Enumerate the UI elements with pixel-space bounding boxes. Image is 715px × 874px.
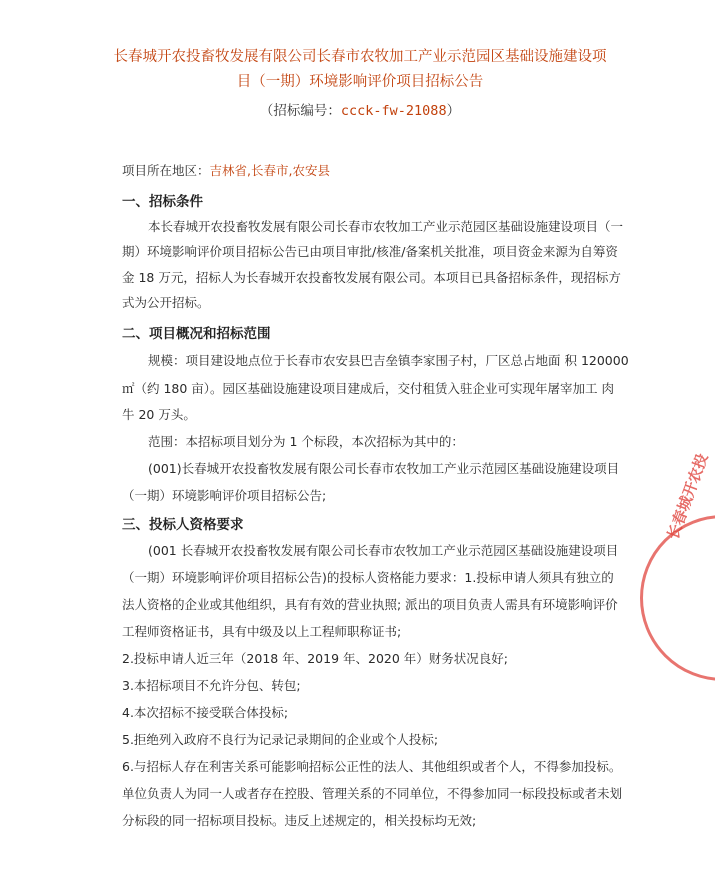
- section1-line: 本长春城开农投畜牧发展有限公司长春市农牧加工产业示范园区基础设施建设项目（一: [148, 219, 624, 234]
- section1-line: 式为公开招标。: [122, 295, 210, 310]
- section3-line: 3.本招标项目不允许分包、转包;: [122, 678, 301, 693]
- section1-line: 金 18 万元，招标人为长春城开农投畜牧发展有限公司。本项目已具备招标条件，现招标方: [122, 270, 621, 285]
- document-title-line2: 目（一期）环境影响评价项目招标公告: [236, 74, 484, 90]
- bid-number: [110, 99, 610, 119]
- section3-line: 工程师资格证书，具有中级及以上工程师职称证书;: [122, 624, 402, 639]
- section3-line: 5.拒绝列入政府不良行为记录记录期间的企业或个人投标;: [122, 732, 439, 747]
- section2-line: 牛 20 万头。: [122, 407, 196, 422]
- section3-line: 单位负责人为同一人或者存在控股、管理关系的不同单位，不得参加同一标段投标或者未划: [122, 786, 623, 801]
- section3-line: (001 长春城开农投畜牧发展有限公司长春市农牧加工产业示范园区基础设施建设项目: [148, 543, 619, 558]
- section3-line: 分标段的同一招标项目投标。违反上述规定的，相关投标均无效;: [122, 813, 477, 828]
- bid-number-close: ）: [446, 103, 461, 119]
- section2-line: ㎡（约 180 亩）。园区基础设施建设项目建成后，交付租赁入驻企业可实现年屠宰加工 肉: [122, 381, 615, 396]
- bid-number-value: ccck-fw-21088: [340, 103, 447, 119]
- location-label: 项目所在地区：: [122, 163, 210, 178]
- section1-line: 期）环境影响评价项目招标公告已由项目审批/核准/备案机关批准，项目资金来源为自筹资: [122, 244, 618, 259]
- section3-line: 2.投标申请人近三年（2018 年、2019 年、2020 年）财务状况良好;: [122, 651, 508, 666]
- section3-heading: 三、投标人资格要求: [122, 517, 244, 533]
- company-seal-text: 长春城开农投: [663, 451, 712, 542]
- section3-line: 法人资格的企业或其他组织，具有有效的营业执照; 派出的项目负责人需具有环境影响评价: [122, 597, 618, 612]
- section2-line: （一期）环境影响评价项目招标公告;: [122, 488, 327, 503]
- section3-line: 6.与招标人存在利害关系可能影响招标公正性的法人、其他组织或者个人，不得参加投标。: [122, 759, 622, 774]
- section1-heading: 一、招标条件: [122, 194, 203, 210]
- document-title-line1: 长春城开农投畜牧发展有限公司长春市农牧加工产业示范园区基础设施建设项: [113, 49, 607, 65]
- section2-line: 范围：本招标项目划分为 1 个标段，本次招标为其中的：: [148, 434, 464, 449]
- bid-number-label: （招标编号：: [259, 103, 341, 119]
- section2-line: (001)长春城开农投畜牧发展有限公司长春市农牧加工产业示范园区基础设施建设项目: [148, 461, 620, 476]
- section3-line: 4.本次招标不接受联合体投标;: [122, 705, 289, 720]
- section2-line: 规模：项目建设地点位于长春市农安县巴吉垒镇李家围子村，厂区总占地面 积 120000: [148, 353, 629, 368]
- section2-heading: 二、项目概况和招标范围: [122, 326, 271, 342]
- section3-line: （一期）环境影响评价项目招标公告)的投标人资格能力要求：1.投标申请人须具有独立的: [122, 570, 614, 585]
- location-value: 吉林省,长春市,农安县: [209, 163, 330, 178]
- project-location: [122, 162, 612, 180]
